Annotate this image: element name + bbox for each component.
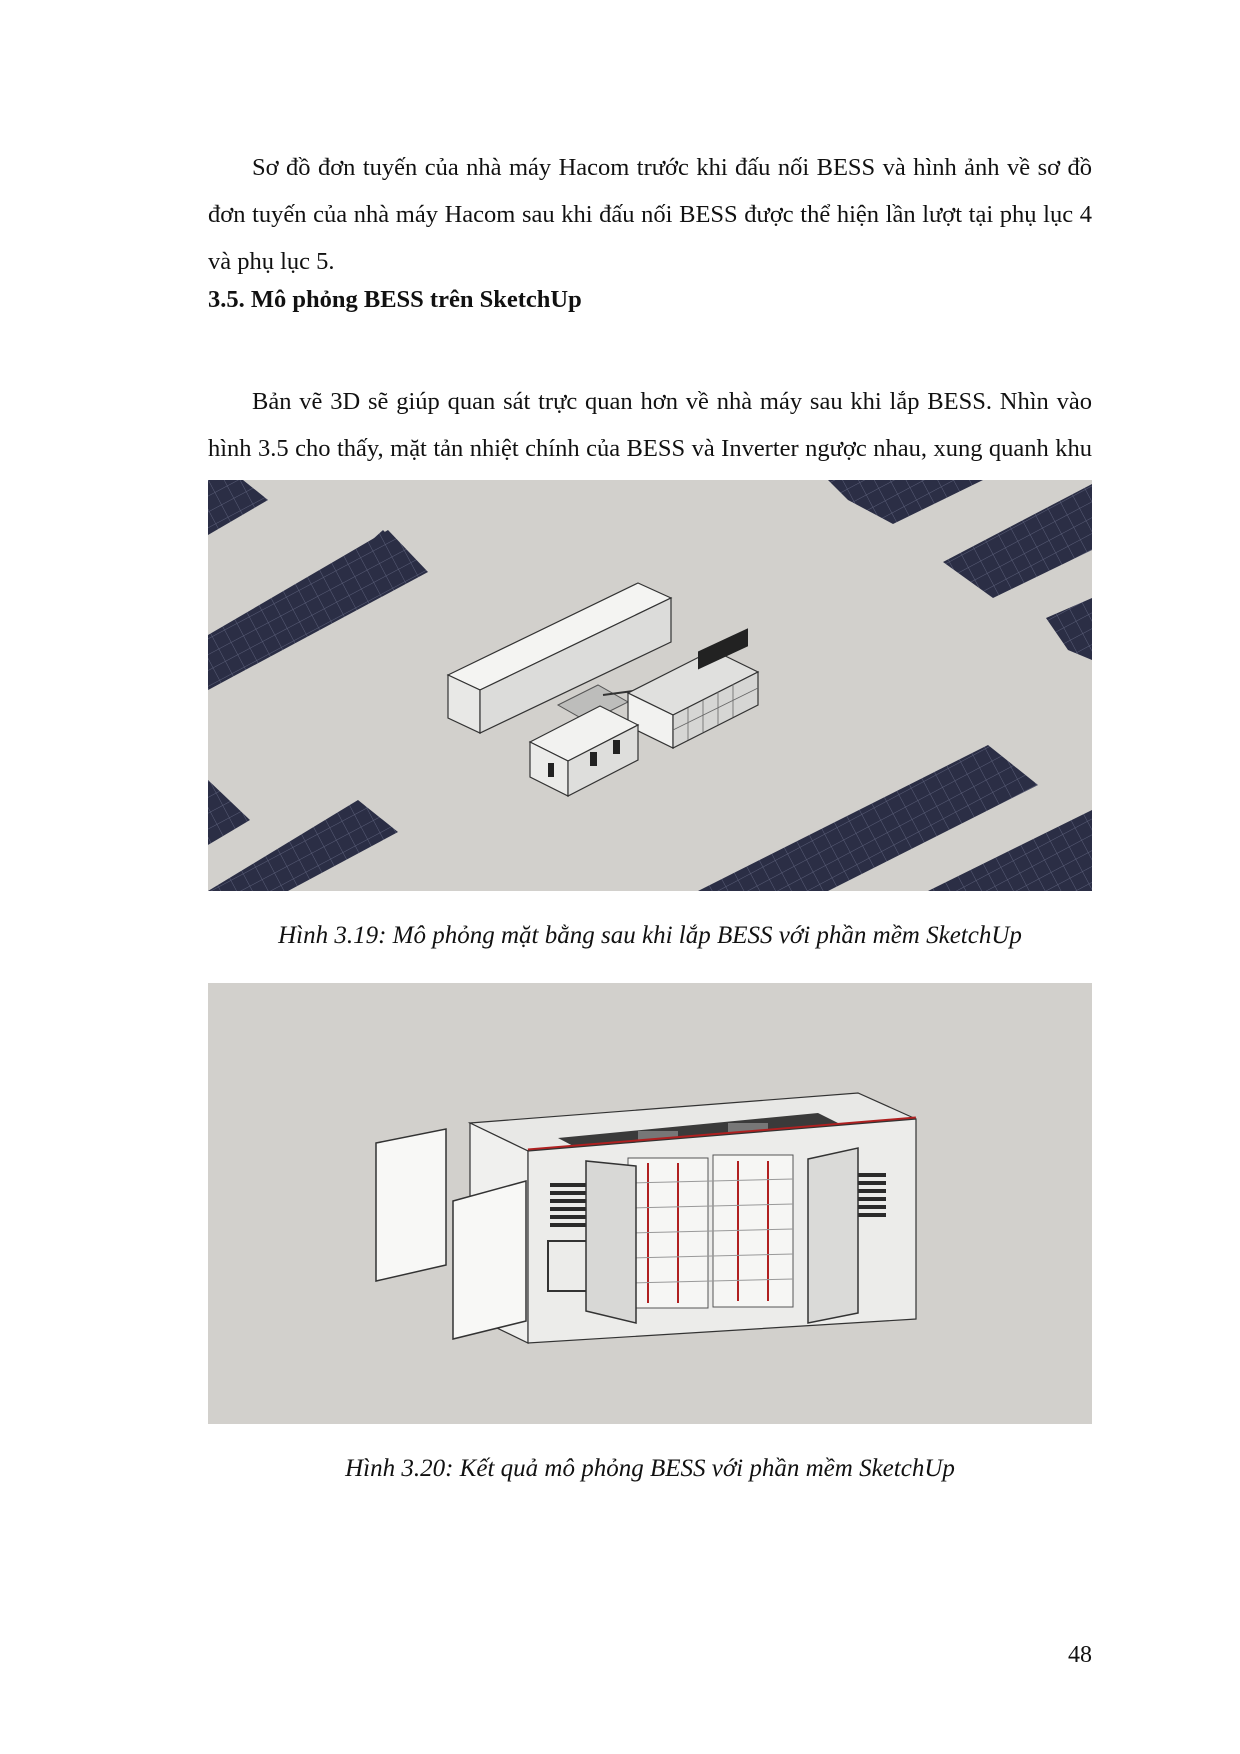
door-open: [376, 1129, 446, 1281]
figure-caption-2: Hình 3.20: Kết quả mô phỏng BESS với phần mềm SketchUp: [345, 1455, 955, 1482]
door-open: [586, 1161, 636, 1323]
door-open: [453, 1181, 526, 1339]
site-plan-illustration: [208, 480, 1092, 891]
door-open: [808, 1148, 858, 1323]
section-heading: 3.5. Mô phỏng BESS trên SketchUp: [208, 286, 582, 313]
bess-model-illustration: [208, 983, 1092, 1424]
paragraph-intro: Sơ đồ đơn tuyến của nhà máy Hacom trước khi đấu nối BESS và hình ảnh về sơ đồ đơn tuyến của nhà máy Hacom sau khi đấu nối BESS được thể hiện lần lượt tại phụ lục 4 và phụ lục 5.: [208, 154, 1092, 275]
figure-site-plan: [208, 480, 1092, 891]
paragraph-description: Bản vẽ 3D sẽ giúp quan sát trực quan hơn về nhà máy sau khi lắp BESS. Nhìn vào hình 3.5 cho thấy, mặt tản nhiệt chính của BESS và Inverter ngược nhau, xung quanh khu: [208, 388, 1092, 462]
figure-bess-model: [208, 983, 1092, 1424]
page-number: 48: [1068, 1642, 1092, 1668]
figure-caption-1: Hình 3.19: Mô phỏng mặt bằng sau khi lắp BESS với phần mềm SketchUp: [278, 922, 1022, 949]
